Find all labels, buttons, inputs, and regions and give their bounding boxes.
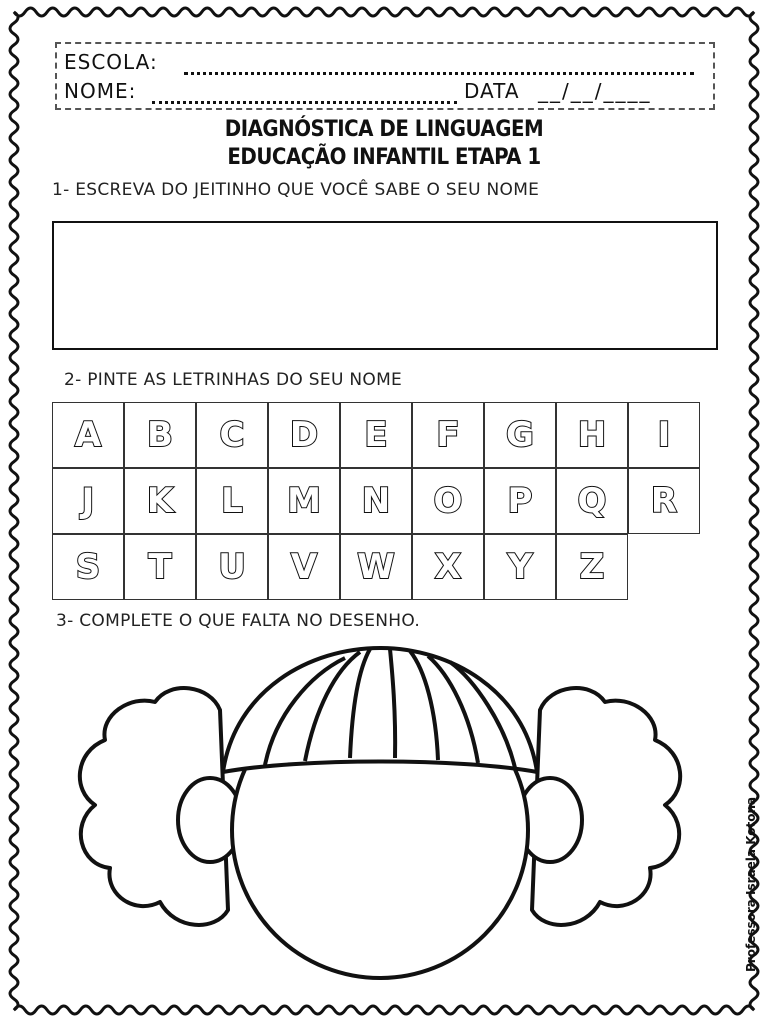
letter-cell-y[interactable]: Y xyxy=(484,534,556,600)
author-credit: Professora Israela Kotona xyxy=(744,796,758,972)
letter-cell-p[interactable]: P xyxy=(484,468,556,534)
school-label: ESCOLA: xyxy=(64,50,158,74)
question-3: 3- COMPLETE O QUE FALTA NO DESENHO. xyxy=(56,611,421,631)
letter-cell-s[interactable]: S xyxy=(52,534,124,600)
letter-cell-a[interactable]: A xyxy=(52,402,124,468)
letter-cell-u[interactable]: U xyxy=(196,534,268,600)
letter-cell-q[interactable]: Q xyxy=(556,468,628,534)
letter-cell-h[interactable]: H xyxy=(556,402,628,468)
letter-cell-d[interactable]: D xyxy=(268,402,340,468)
school-field-line[interactable] xyxy=(184,72,694,75)
letter-cell-e[interactable]: E xyxy=(340,402,412,468)
name-writing-box[interactable] xyxy=(52,221,718,350)
letter-cell-b[interactable]: B xyxy=(124,402,196,468)
question-2: 2- PINTE AS LETRINHAS DO SEU NOME xyxy=(64,370,403,390)
letter-cell-g[interactable]: G xyxy=(484,402,556,468)
title-line-2: EDUCAÇÃO INFANTIL ETAPA 1 xyxy=(227,145,541,170)
date-label: DATA xyxy=(464,79,520,103)
face-outline-with-hat-and-hair-icon[interactable] xyxy=(60,640,700,980)
letter-cell-l[interactable]: L xyxy=(196,468,268,534)
date-blank[interactable]: __/__/____ xyxy=(538,79,652,103)
letter-cell-w[interactable]: W xyxy=(340,534,412,600)
letter-cell-k[interactable]: K xyxy=(124,468,196,534)
letter-cell-x[interactable]: X xyxy=(412,534,484,600)
question-1: 1- ESCREVA DO JEITINHO QUE VOCÊ SABE O SEU NOME xyxy=(52,180,540,200)
letter-cell-f[interactable]: F xyxy=(412,402,484,468)
letter-cell-i[interactable]: I xyxy=(628,402,700,468)
name-field-line[interactable] xyxy=(152,101,457,104)
letter-cell-t[interactable]: T xyxy=(124,534,196,600)
letter-cell-z[interactable]: Z xyxy=(556,534,628,600)
letter-cell-v[interactable]: V xyxy=(268,534,340,600)
letter-cell-r[interactable]: R xyxy=(628,468,700,534)
letter-cell-j[interactable]: J xyxy=(52,468,124,534)
letter-cell-n[interactable]: N xyxy=(340,468,412,534)
title-line-1: DIAGNÓSTICA DE LINGUAGEM xyxy=(224,117,544,142)
letter-cell-o[interactable]: O xyxy=(412,468,484,534)
letter-cell-m[interactable]: M xyxy=(268,468,340,534)
name-label: NOME: xyxy=(64,79,137,103)
letter-cell-c[interactable]: C xyxy=(196,402,268,468)
